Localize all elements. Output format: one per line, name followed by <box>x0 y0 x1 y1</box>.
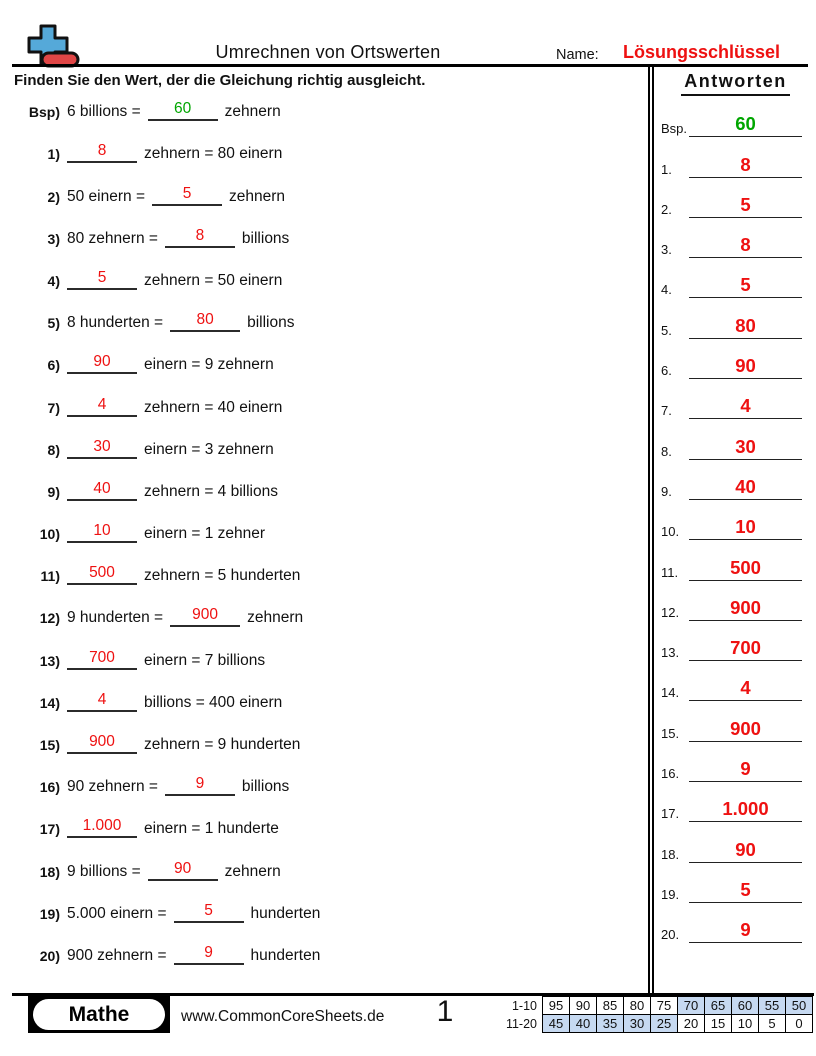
answers-title <box>655 71 816 96</box>
answer-row <box>655 903 816 943</box>
problem-row <box>0 549 646 591</box>
answers-title-text: Antworten <box>681 71 790 96</box>
problem-pre-text: 9 billions = <box>67 862 141 880</box>
score-cell: 5 <box>759 1015 786 1033</box>
problem-row <box>0 380 646 422</box>
problem-row <box>0 254 646 296</box>
answer-value: 80 <box>735 314 756 336</box>
problem-answer-value: 9 <box>204 943 213 961</box>
problem-number: 5) <box>47 315 60 332</box>
answer-label: 4. <box>661 282 672 298</box>
answer-row <box>655 500 816 540</box>
answer-label: 6. <box>661 363 672 379</box>
answer-line <box>689 597 802 621</box>
answer-label: 7. <box>661 403 672 419</box>
problem-post-text: einern = 1 zehner <box>144 525 266 543</box>
answer-value: 900 <box>730 596 761 618</box>
problem-post-text: zehnern <box>229 187 286 205</box>
answer-label: 8. <box>661 443 672 459</box>
score-row-label: 11-20 <box>505 1016 537 1031</box>
problem-pre-text: 9 hunderten = <box>67 609 164 627</box>
score-cell: 80 <box>624 997 651 1015</box>
answer-row <box>655 97 816 137</box>
problem-post-text: zehnern <box>247 609 304 627</box>
answer-line <box>689 798 802 822</box>
answers-divider <box>648 67 654 993</box>
problem-answer-value: 5 <box>97 268 107 286</box>
problem-answer-value: 90 <box>93 353 111 371</box>
answer-value: 500 <box>730 556 761 578</box>
answer-blank <box>170 606 240 627</box>
problem-number: 17) <box>39 821 60 838</box>
problem-number: 9) <box>47 483 60 500</box>
score-cell: 90 <box>570 997 597 1015</box>
problem-number: 16) <box>39 779 60 796</box>
website-url: www.CommonCoreSheets.de <box>181 1008 385 1025</box>
problem-post-text: einern = 7 billions <box>144 651 266 669</box>
answer-row <box>655 701 816 741</box>
answer-label: 17. <box>661 806 680 822</box>
problem-post-text: billions <box>241 229 290 247</box>
answer-line <box>689 315 802 339</box>
answer-label: 2. <box>661 201 672 217</box>
problems-list <box>0 85 646 971</box>
problem-post-text: zehnern = 4 billions <box>144 482 278 500</box>
answer-key-label: Lösungsschlüssel <box>623 42 781 62</box>
answer-line <box>689 758 802 782</box>
problem-number: 8) <box>47 441 60 458</box>
answer-value: 4 <box>740 677 751 699</box>
problem-row <box>0 338 646 380</box>
answer-blank <box>67 691 137 712</box>
answer-row <box>655 742 816 782</box>
problem-post-text: billions <box>241 778 290 796</box>
problem-answer-value: 5 <box>182 184 192 202</box>
problem-row <box>0 127 646 169</box>
answer-line <box>689 154 802 178</box>
answers-list <box>655 97 816 943</box>
score-cell: 15 <box>705 1015 732 1033</box>
problem-answer-value: 5 <box>204 901 213 919</box>
problem-row <box>0 718 646 760</box>
problem-pre-text: 8 hunderten = <box>67 314 164 332</box>
problem-answer-value: 90 <box>174 859 192 877</box>
score-cell: 0 <box>786 1015 813 1033</box>
answer-label: 5. <box>661 322 672 338</box>
answer-value: 5 <box>740 193 751 215</box>
answer-label: 11. <box>661 564 679 580</box>
problem-answer-value: 10 <box>93 522 111 540</box>
score-cell: 10 <box>732 1015 759 1033</box>
problem-row <box>0 887 646 929</box>
answer-line <box>689 557 802 581</box>
problem-answer-value: 8 <box>195 226 205 244</box>
header-rule <box>12 64 808 67</box>
answer-value: 8 <box>740 153 751 175</box>
answer-row <box>655 419 816 459</box>
problem-row <box>0 423 646 465</box>
answer-value: 9 <box>740 919 751 941</box>
answer-line <box>689 234 802 258</box>
answer-label: 14. <box>661 685 680 701</box>
answer-row <box>655 581 816 621</box>
problem-post-text: zehnern <box>224 862 281 880</box>
answer-blank <box>170 311 240 332</box>
answer-value: 60 <box>735 113 756 135</box>
problem-pre-text: 900 zehnern = <box>67 946 167 964</box>
answer-row <box>655 822 816 862</box>
answer-blank <box>67 142 137 163</box>
answer-blank <box>148 100 218 121</box>
answer-value: 5 <box>740 274 751 296</box>
answer-blank <box>67 522 137 543</box>
problem-number: Bsp) <box>28 104 60 121</box>
answer-row <box>655 218 816 258</box>
problem-answer-value: 80 <box>196 311 214 329</box>
score-cell: 70 <box>678 997 705 1015</box>
problem-pre-text: 90 zehnern = <box>67 778 158 796</box>
answer-value: 30 <box>735 435 756 457</box>
answer-line <box>689 436 802 460</box>
answer-blank <box>67 649 137 670</box>
problem-number: 19) <box>39 905 60 922</box>
answer-line <box>689 476 802 500</box>
answer-blank <box>67 480 137 501</box>
answer-label: 12. <box>661 604 680 620</box>
answer-value: 90 <box>735 355 756 377</box>
problem-row <box>0 465 646 507</box>
problem-post-text: zehnern <box>224 103 281 121</box>
answer-row <box>655 540 816 580</box>
problem-answer-value: 900 <box>192 606 219 624</box>
answer-blank <box>148 860 218 881</box>
score-table <box>505 996 813 1033</box>
answer-row <box>655 460 816 500</box>
answer-label: 15. <box>661 725 680 741</box>
answer-blank <box>165 227 235 248</box>
answer-row <box>655 298 816 338</box>
problem-number: 11) <box>40 568 60 585</box>
problem-post-text: billions <box>247 314 295 332</box>
problem-number: 7) <box>47 399 60 416</box>
problem-post-text: zehnern = 80 einern <box>144 145 283 163</box>
answer-line <box>689 718 802 742</box>
score-cell: 50 <box>786 997 813 1015</box>
answer-value: 9 <box>740 758 751 780</box>
problem-row <box>0 507 646 549</box>
problem-number: 10) <box>39 526 60 543</box>
problem-answer-value: 4 <box>97 690 107 708</box>
answer-blank <box>67 396 137 417</box>
answer-line <box>689 113 802 137</box>
answer-line <box>689 516 802 540</box>
answer-value: 8 <box>740 234 751 256</box>
answer-blank <box>67 733 137 754</box>
problem-answer-value: 1.000 <box>82 817 122 835</box>
problem-row <box>0 676 646 718</box>
problem-number: 1) <box>47 146 60 163</box>
problem-answer-value: 9 <box>195 775 205 793</box>
answer-line <box>689 194 802 218</box>
problem-row <box>0 169 646 211</box>
problem-row <box>0 85 646 127</box>
answer-value: 900 <box>730 717 761 739</box>
answer-line <box>689 395 802 419</box>
subject-badge <box>28 996 170 1033</box>
score-cell: 25 <box>651 1015 678 1033</box>
answer-line <box>689 839 802 863</box>
problem-answer-value: 700 <box>89 648 115 666</box>
problem-number: 13) <box>39 652 60 669</box>
instruction-text: Finden Sie den Wert, der die Gleichung richtig ausgleicht. <box>14 72 426 89</box>
answer-label: 13. <box>661 645 680 661</box>
problem-row <box>0 760 646 802</box>
problem-post-text: einern = 3 zehnern <box>144 440 274 458</box>
score-cell: 20 <box>678 1015 705 1033</box>
answer-blank <box>67 438 137 459</box>
answer-blank <box>174 902 244 923</box>
score-cell: 95 <box>543 997 570 1015</box>
problem-pre-text: 50 einern = <box>67 187 145 205</box>
score-cell: 65 <box>705 997 732 1015</box>
problem-post-text: zehnern = 50 einern <box>144 271 283 289</box>
answers-panel <box>655 68 816 993</box>
answer-label: 19. <box>661 886 680 902</box>
problem-post-text: billions = 400 einern <box>144 693 283 711</box>
answer-row <box>655 137 816 177</box>
problem-answer-value: 30 <box>93 437 111 455</box>
answer-line <box>689 274 802 298</box>
answer-label: 16. <box>661 766 680 782</box>
problem-answer-value: 60 <box>174 100 192 118</box>
answer-row <box>655 661 816 701</box>
answer-line <box>689 355 802 379</box>
answer-label: 18. <box>661 846 680 862</box>
problem-post-text: hunderten <box>250 946 321 964</box>
problem-answer-value: 500 <box>89 564 115 582</box>
problem-pre-text: 80 zehnern = <box>67 229 158 247</box>
answer-blank <box>67 564 137 585</box>
problem-number: 20) <box>39 947 60 964</box>
answer-value: 5 <box>740 878 751 900</box>
answer-row <box>655 379 816 419</box>
answer-blank <box>67 269 137 290</box>
answer-row <box>655 339 816 379</box>
problem-pre-text: 5.000 einern = <box>67 904 167 922</box>
score-cell: 35 <box>597 1015 624 1033</box>
problem-post-text: zehnern = 5 hunderten <box>144 567 301 585</box>
problem-row <box>0 929 646 971</box>
problem-post-text: zehnern = 9 hunderten <box>144 736 301 753</box>
answer-row <box>655 782 816 822</box>
problem-number: 18) <box>39 863 60 880</box>
problem-number: 2) <box>47 188 60 205</box>
page-number: 1 <box>436 995 454 1028</box>
subject-badge-label: Mathe <box>33 999 165 1030</box>
answer-line <box>689 919 802 943</box>
answer-blank <box>165 775 235 796</box>
answer-label: 1. <box>661 161 672 177</box>
problem-number: 15) <box>39 737 60 753</box>
problem-number: 12) <box>39 610 60 627</box>
score-cell: 40 <box>570 1015 597 1033</box>
problem-post-text: einern = 9 zehnern <box>144 356 274 374</box>
problem-number: 3) <box>47 230 60 247</box>
problem-post-text: hunderten <box>250 904 321 922</box>
score-cell: 60 <box>732 997 759 1015</box>
answer-line <box>689 637 802 661</box>
problem-answer-value: 4 <box>97 395 107 413</box>
answer-row <box>655 258 816 298</box>
answer-row <box>655 621 816 661</box>
answer-label: 10. <box>661 524 680 540</box>
answer-value: 10 <box>735 516 756 538</box>
score-row <box>505 1015 813 1033</box>
problem-row <box>0 212 646 254</box>
answer-label: 9. <box>661 483 672 499</box>
page-title: Umrechnen von Ortswerten <box>215 42 441 62</box>
score-row-label: 1-10 <box>511 998 537 1013</box>
answer-value: 4 <box>740 395 751 417</box>
problem-number: 4) <box>47 272 60 289</box>
answer-line <box>689 677 802 701</box>
problem-row <box>0 296 646 338</box>
score-cell: 55 <box>759 997 786 1015</box>
problem-answer-value: 40 <box>93 479 111 497</box>
answer-value: 700 <box>730 637 761 659</box>
problem-number: 6) <box>47 357 60 374</box>
score-cell: 30 <box>624 1015 651 1033</box>
score-cell: 75 <box>651 997 678 1015</box>
answer-blank <box>152 185 222 206</box>
answer-label: Bsp. <box>661 121 688 137</box>
problem-number: 14) <box>39 694 60 711</box>
problem-answer-value: 900 <box>89 733 115 750</box>
answer-blank <box>67 817 137 838</box>
problem-post-text: einern = 1 hunderte <box>144 820 279 838</box>
answer-row <box>655 863 816 903</box>
answer-blank <box>174 944 244 965</box>
score-cell: 85 <box>597 997 624 1015</box>
problem-post-text: zehnern = 40 einern <box>144 398 283 416</box>
problem-row <box>0 591 646 633</box>
score-cell: 45 <box>543 1015 570 1033</box>
answer-line <box>689 879 802 903</box>
answer-label: 20. <box>661 927 680 943</box>
problem-pre-text: 6 billions = <box>67 103 141 121</box>
answer-value: 40 <box>735 475 756 497</box>
problem-row <box>0 844 646 886</box>
name-label: Name: <box>556 47 599 63</box>
problem-row <box>0 802 646 844</box>
problem-row <box>0 633 646 675</box>
answer-value: 1.000 <box>722 798 769 820</box>
answer-row <box>655 178 816 218</box>
problem-answer-value: 8 <box>97 142 107 160</box>
answer-blank <box>67 353 137 374</box>
score-row <box>505 997 813 1015</box>
answer-label: 3. <box>661 242 672 258</box>
answer-value: 90 <box>735 838 756 860</box>
